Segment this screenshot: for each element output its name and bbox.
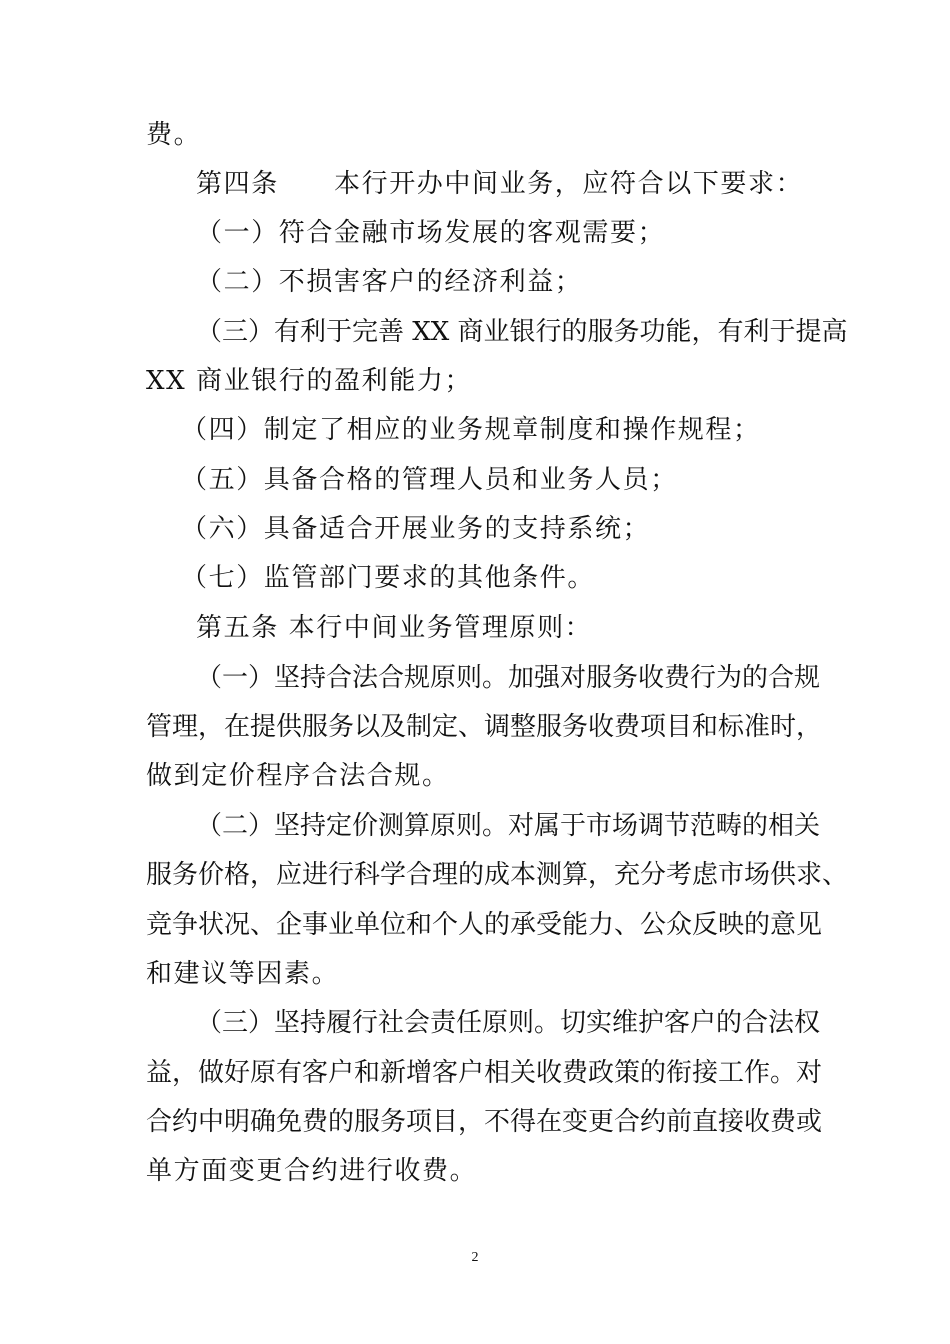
text-line: （三）坚持履行社会责任原则。切实维护客户的合法权: [196, 1008, 821, 1038]
text-line: XX 商业银行的盈利能力；: [146, 366, 473, 396]
text-line: 竞争状况、企事业单位和个人的承受能力、公众反映的意见: [146, 910, 823, 940]
text-line: （五）具备合格的管理人员和业务人员；: [181, 465, 678, 495]
text-line: （二）不损害客户的经济利益；: [196, 267, 583, 297]
text-line: （四）制定了相应的业务规章制度和操作规程；: [181, 415, 761, 445]
text-line: 益，做好原有客户和新增客户相关收费政策的衔接工作。对: [146, 1058, 823, 1088]
text-line: （一）符合金融市场发展的客观需要；: [196, 218, 666, 248]
text-line: 服务价格，应进行科学合理的成本测算，充分考虑市场供求、: [146, 860, 849, 890]
text-line: （七）监管部门要求的其他条件。: [181, 563, 596, 593]
text-line: 单方面变更合约进行收费。: [146, 1156, 478, 1186]
text-line: 管理，在提供服务以及制定、调整服务收费项目和标准时，: [146, 712, 823, 742]
text-line: （一）坚持合法合规原则。加强对服务收费行为的合规: [196, 663, 821, 693]
text-line: （二）坚持定价测算原则。对属于市场调节范畴的相关: [196, 811, 821, 841]
page-number: 2: [471, 1250, 479, 1265]
text-line: 和建议等因素。: [146, 959, 340, 989]
text-line: 做到定价程序合法合规。: [146, 761, 450, 791]
text-line: 费。: [146, 120, 202, 150]
article-heading: 第四条 本行开办中间业务，应符合以下要求：: [196, 169, 804, 199]
text-line: （六）具备适合开展业务的支持系统；: [181, 514, 651, 544]
text-line: 合约中明确免费的服务项目，不得在变更合约前直接收费或: [146, 1107, 823, 1137]
text-line: （三）有利于完善 XX 商业银行的服务功能，有利于提高: [196, 317, 848, 347]
article-heading: 第五条 本行中间业务管理原则：: [196, 613, 593, 643]
